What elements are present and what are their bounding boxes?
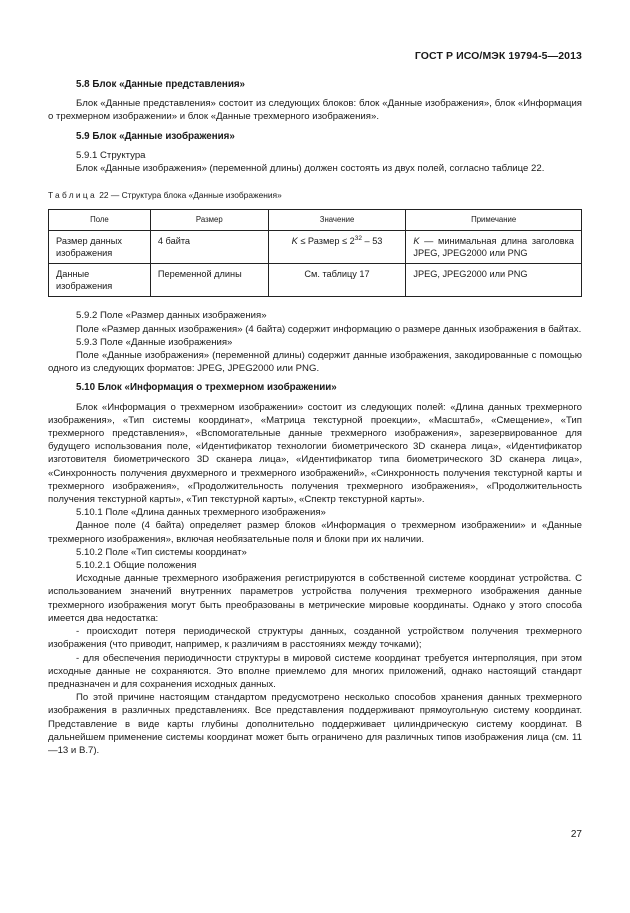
- page-number: 27: [570, 829, 582, 840]
- header-note: Примечание: [406, 210, 582, 231]
- section-5-8-heading: 5.8 Блок «Данные представления»: [76, 79, 246, 90]
- table-22: [48, 209, 582, 297]
- header-size: Размер: [150, 210, 268, 231]
- section-5-8-text: Блок «Данные представления» состоит из следующих блоков: блок «Данные изображения», блок «Информация о трехмерном изображении» и блок «Данные трехмерного изображения».: [48, 98, 582, 123]
- table-row: [49, 231, 582, 264]
- cell-note: JPEG, JPEG2000 или PNG: [406, 264, 582, 297]
- table-header-row: [49, 210, 582, 231]
- table-22-caption: Таблица 22 — Структура блока «Данные изображения»: [48, 190, 282, 201]
- section-5-9-1-heading: 5.9.1 Структура: [76, 149, 146, 161]
- cell-note: K — минимальная длина заголовка JPEG, JPEG2000 или PNG: [406, 231, 582, 264]
- section-5-10-2-1-para-2: По этой причине настоящим стандартом предусмотрено несколько способов хранения данных трехмерного изображения в различных представлениях. Все представления поддерживают прямоугольную систему координат. Представление в виде карты глубины дополнительно поддерживает цилиндрическую систему координат. В дальнейшем применение системы координат может быть ограничено для различных типов изображения лица (см. 11—13 и B.7).: [48, 692, 582, 756]
- table-row: [49, 264, 582, 297]
- section-5-9-heading: 5.9 Блок «Данные изображения»: [76, 130, 235, 142]
- document-code-header: ГОСТ Р ИСО/МЭК 19794-5—2013: [414, 50, 582, 62]
- cell-field: Данные изображения: [49, 264, 151, 297]
- section-5-10-2-1-para-1: Исходные данные трехмерного изображения регистрируются в собственной системе координат устройства. С использованием значений внутренних параметров устройства получения трехмерного изображения данные трехмерного изображения могут быть преобразованы в метрические мировые координаты. Однако у этого способа имеется два недостатка:: [48, 573, 582, 624]
- section-5-10-1-heading: 5.10.1 Поле «Длина данных трехмерного изображения»: [76, 507, 326, 519]
- section-5-10-text: Блок «Информация о трехмерном изображении» состоит из следующих полей: «Длина данных трехмерного изображения», «Тип системы координат», «Матрица текстурной проекции», «Масштаб», «Смещение», «Тип трехмерного представления», «Вспомогательные данные трехмерного изображения», зарезервированное для будущего использования поле, «Идентификатор технологии биометрического 3D сканера лица», «Идентификатор изготовителя биометрического 3D сканера лица», «Идентификатор типа биометрического 3D сканера лица», «Синхронность получения двухмерного и трехмерного изображений», «Синхронность получения текстурной карты и трехмерного изображения», «Продолжительность получения трехмерного изображения», «Продолжительность получения текстурной карты», «Тип текстурной карты», «Спектр текстурной карты».: [48, 401, 582, 506]
- cell-value: K ≤ Размер ≤ $2^{32} - 53$: [268, 231, 406, 264]
- section-5-10-2-1-heading: 5.10.2.1 Общие положения: [76, 560, 197, 572]
- section-5-10-2-1-bullet-1: - происходит потеря периодической структуры данных, созданной устройством получения трехмерного изображения (что приводит, например, к различиям в расстояниях между точками);: [48, 626, 582, 651]
- cell-field: Размер данных изображения: [49, 231, 151, 264]
- cell-value: См. таблицу 17: [268, 264, 406, 297]
- cell-size: Переменной длины: [150, 264, 268, 297]
- section-5-10-heading: 5.10 Блок «Информация о трехмерном изображении»: [76, 382, 337, 394]
- header-field: Поле: [49, 210, 151, 231]
- section-5-10-2-heading: 5.10.2 Поле «Тип системы координат»: [76, 546, 247, 558]
- section-5-10-2-1-bullet-2: - для обеспечения периодичности структуры в мировой системе координат требуется интерполяция, при этом исходные данные не сохраняются. Это вполне приемлемо для многих приложений, однако настоящий стандарт предназначен и для сохранения исходных данных.: [48, 652, 582, 690]
- section-5-9-2-heading: 5.9.2 Поле «Размер данных изображения»: [76, 310, 267, 322]
- section-5-9-3-heading: 5.9.3 Поле «Данные изображения»: [76, 336, 233, 348]
- page-content: [48, 78, 582, 757]
- header-value: Значение: [268, 210, 406, 231]
- section-5-10-1-text: Данное поле (4 байта) определяет размер блоков «Информация о трехмерном изображении» и «Данные трехмерного изображения», включая необязательные поля и блоки при их наличии.: [48, 520, 582, 545]
- section-5-9-1-text: Блок «Данные изображения» (переменной длины) должен состоять из двух полей, согласно таблице 22.: [76, 163, 545, 175]
- section-5-9-2-text: Поле «Размер данных изображения» (4 байта) содержит информацию о размере данных изображения в байтах.: [76, 323, 582, 335]
- cell-size: 4 байта: [150, 231, 268, 264]
- section-5-9-3-text: Поле «Данные изображения» (переменной длины) содержит данные изображения, закодированные с помощью одного из следующих форматов: JPEG, JPEG2000 или PNG.: [48, 350, 582, 375]
